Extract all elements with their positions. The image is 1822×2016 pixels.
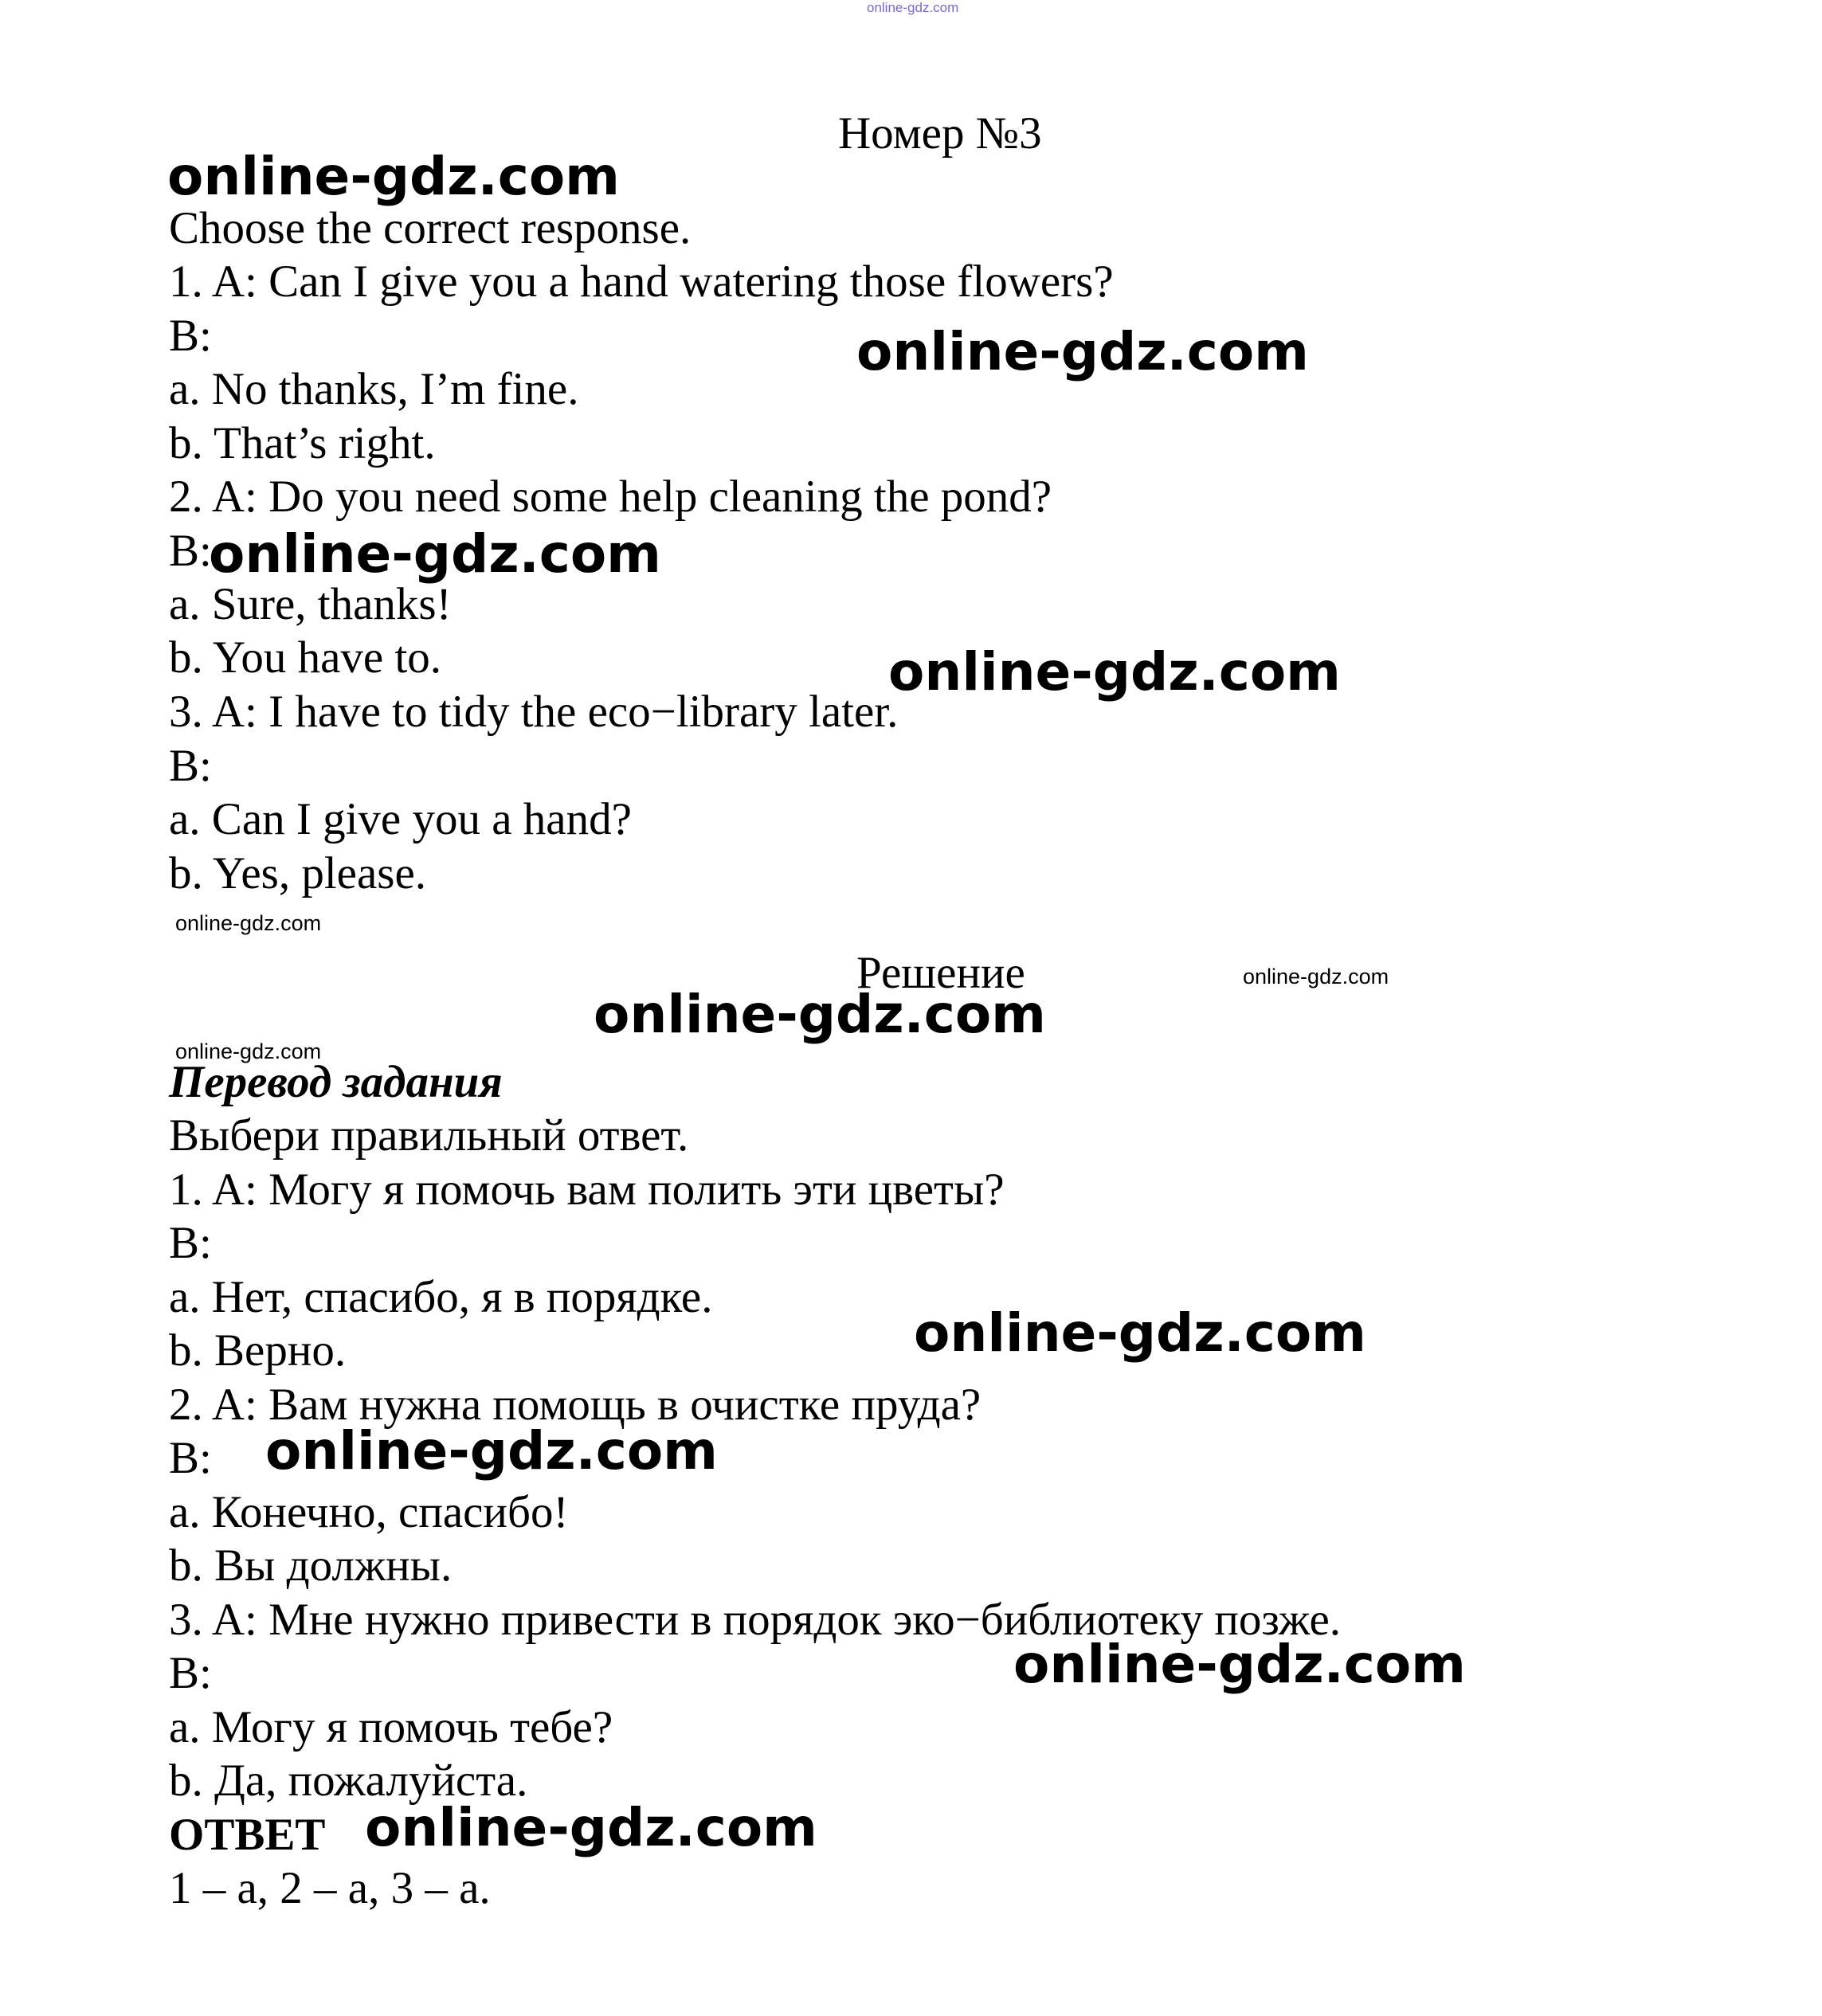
solution-title: Решение [856, 948, 1025, 998]
task-question-3-option-a: a. Can I give you a hand? [169, 794, 632, 844]
translation-heading: Перевод задания [169, 1057, 503, 1107]
task-question-2-b: B: [169, 526, 212, 576]
solution-question-2-b: B: [169, 1433, 212, 1483]
task-question-1-b: B: [169, 311, 212, 361]
watermark: online-gdz.com [1013, 1634, 1466, 1695]
task-question-1-option-b: b. That’s right. [169, 418, 436, 468]
watermark: online-gdz.com [594, 984, 1046, 1045]
solution-question-2: 2. A: Вам нужна помощь в очистке пруда? [169, 1380, 982, 1430]
solution-question-1-option-a: a. Нет, спасибо, я в порядке. [169, 1272, 713, 1322]
watermark: online-gdz.com [888, 641, 1341, 703]
task-question-3-b: B: [169, 741, 212, 791]
watermark: online-gdz.com [856, 321, 1309, 382]
task-question-3-option-b: b. Yes, please. [169, 848, 426, 898]
watermark: online-gdz.com [175, 911, 322, 935]
watermark: online-gdz.com [175, 1039, 322, 1063]
task-question-2-option-a: a. Sure, thanks! [169, 579, 452, 629]
solution-question-3-b: B: [169, 1648, 212, 1698]
answer-text: 1 – a, 2 – a, 3 – a. [169, 1863, 491, 1913]
watermark: online-gdz.com [265, 1420, 718, 1482]
watermark: online-gdz.com [1243, 965, 1389, 988]
watermark: online-gdz.com [365, 1797, 817, 1858]
task-question-1-option-a: a. No thanks, I’m fine. [169, 364, 579, 414]
solution-question-1: 1. A: Могу я помочь вам полить эти цветы? [169, 1165, 1005, 1215]
solution-question-1-b: B: [169, 1218, 212, 1268]
task-instruction: Choose the correct response. [169, 203, 692, 253]
watermark: online-gdz.com [167, 146, 620, 207]
solution-instruction: Выбери правильный ответ. [169, 1110, 689, 1161]
task-question-2-option-b: b. You have to. [169, 632, 442, 683]
answer-heading: ОТВЕТ [169, 1810, 326, 1860]
solution-question-3-option-a: a. Могу я помочь тебе? [169, 1702, 613, 1752]
task-question-1: 1. A: Can I give you a hand watering those flowers? [169, 256, 1114, 307]
task-question-3: 3. A: I have to tidy the eco−library later. [169, 687, 899, 737]
solution-question-3: 3. A: Мне нужно привести в порядок эко−библиотеку позже. [169, 1595, 1342, 1645]
watermark-top: online-gdz.com [867, 0, 959, 15]
task-question-2: 2. A: Do you need some help cleaning the pond? [169, 472, 1052, 522]
page-title: Номер №3 [838, 108, 1042, 159]
solution-question-1-option-b: b. Верно. [169, 1325, 347, 1376]
watermark: online-gdz.com [914, 1302, 1366, 1364]
solution-question-2-option-b: b. Вы должны. [169, 1540, 453, 1591]
solution-question-2-option-a: a. Конечно, спасибо! [169, 1487, 569, 1537]
solution-question-3-option-b: b. Да, пожалуйста. [169, 1756, 528, 1806]
watermark: online-gdz.com [209, 523, 661, 585]
